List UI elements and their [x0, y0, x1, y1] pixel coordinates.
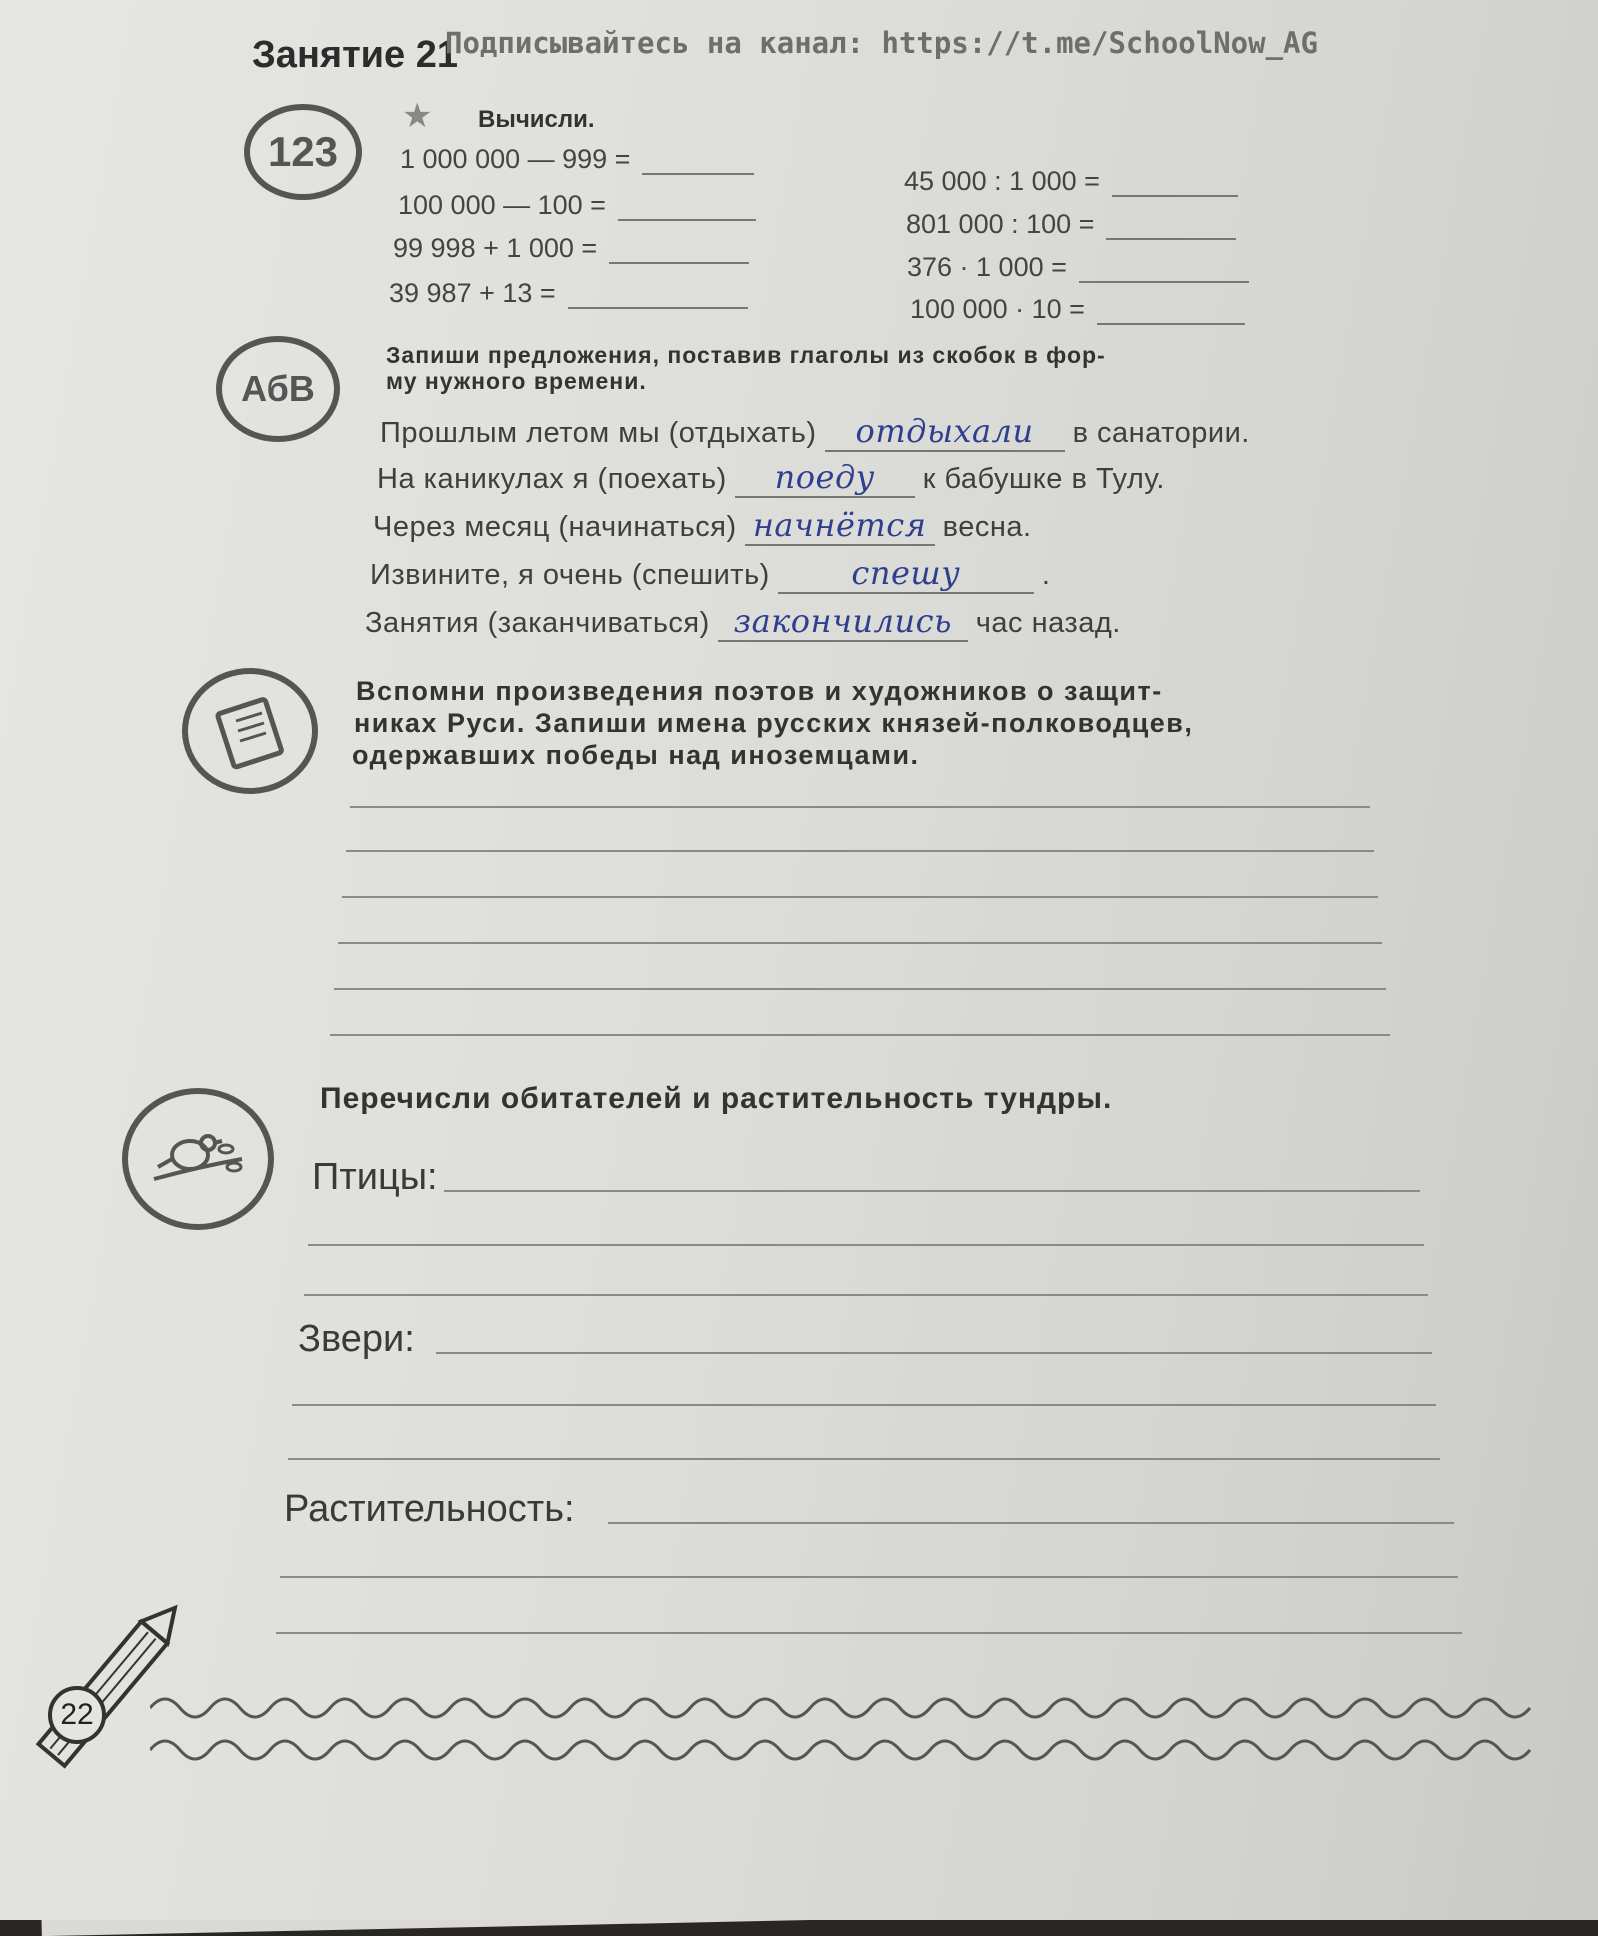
plants-line[interactable]	[276, 1632, 1462, 1634]
answer-field-3[interactable]: начнётся	[745, 506, 935, 546]
birds-line[interactable]	[444, 1190, 1420, 1192]
calc-left-3: 99 998 + 1 000 =	[393, 233, 749, 264]
animals-line[interactable]	[288, 1458, 1440, 1460]
bird-icon	[122, 1088, 274, 1230]
animals-line[interactable]	[436, 1352, 1432, 1354]
plants-line[interactable]	[280, 1576, 1458, 1578]
birds-line[interactable]	[308, 1244, 1424, 1246]
watermark-text: Подписывайтесь на канал: https://t.me/SchoolNow_AG	[445, 26, 1318, 60]
star-icon: ★	[402, 97, 433, 135]
task3-line1: Вспомни произведения поэтов и художников о защит-	[356, 676, 1163, 706]
animals-label: Звери:	[298, 1318, 415, 1360]
sentence-5: Занятия (заканчиваться) закончились час назад.	[365, 602, 1121, 640]
calc-left-1: 1 000 000 — 999 =	[400, 144, 754, 175]
task3-line3: одержавших победы над иноземцами.	[352, 740, 920, 770]
lesson-title: Занятие 21	[252, 34, 458, 76]
answer-line[interactable]	[342, 896, 1378, 898]
sentence-4: Извините, я очень (спешить) спешу .	[370, 554, 1051, 592]
answer-line[interactable]	[350, 806, 1370, 808]
answer-line[interactable]	[330, 1034, 1390, 1036]
task2-title-line2: му нужного времени.	[386, 368, 647, 394]
animals-line[interactable]	[292, 1404, 1436, 1406]
page-number: 22	[48, 1686, 106, 1744]
calc-right-4: 100 000 · 10 =	[910, 294, 1245, 325]
answer-line[interactable]	[346, 850, 1374, 852]
birds-label: Птицы:	[312, 1156, 438, 1198]
calc-right-1: 45 000 : 1 000 =	[904, 166, 1238, 197]
plants-line[interactable]	[608, 1522, 1454, 1524]
sentence-3: Через месяц (начинаться) начнётся весна.	[373, 506, 1032, 544]
answer-field-5[interactable]: закончились	[718, 602, 968, 642]
answer-line[interactable]	[334, 988, 1386, 990]
answer-line[interactable]	[338, 942, 1382, 944]
calc-left-4: 39 987 + 13 =	[389, 278, 748, 309]
task1-title: Вычисли.	[478, 106, 595, 133]
task2-title-line1: Запиши предложения, поставив глаголы из скобок в фор-	[386, 342, 1106, 368]
calc-right-3: 376 · 1 000 =	[907, 252, 1249, 283]
answer-field-4[interactable]: спешу	[778, 554, 1034, 594]
plants-label: Растительность:	[284, 1488, 575, 1530]
birds-line[interactable]	[304, 1294, 1428, 1296]
calc-right-2: 801 000 : 100 =	[906, 209, 1236, 240]
letters-icon: АбВ	[216, 336, 340, 442]
book-icon	[182, 668, 318, 794]
answer-field-1[interactable]: отдыхали	[825, 412, 1065, 452]
numbers-icon: 123	[244, 104, 362, 200]
task4-title: Перечисли обитателей и растительность тундры.	[320, 1082, 1113, 1115]
decorative-waves	[150, 1684, 1550, 1774]
task3-line2: никах Руси. Запиши имена русских князей-полководцев,	[354, 708, 1194, 738]
answer-field-2[interactable]: поеду	[735, 458, 915, 498]
sentence-2: На каникулах я (поехать) поеду к бабушке в Тулу.	[377, 458, 1165, 496]
sentence-1: Прошлым летом мы (отдыхать) отдыхали в санатории.	[380, 412, 1250, 450]
calc-left-2: 100 000 — 100 =	[398, 190, 756, 221]
